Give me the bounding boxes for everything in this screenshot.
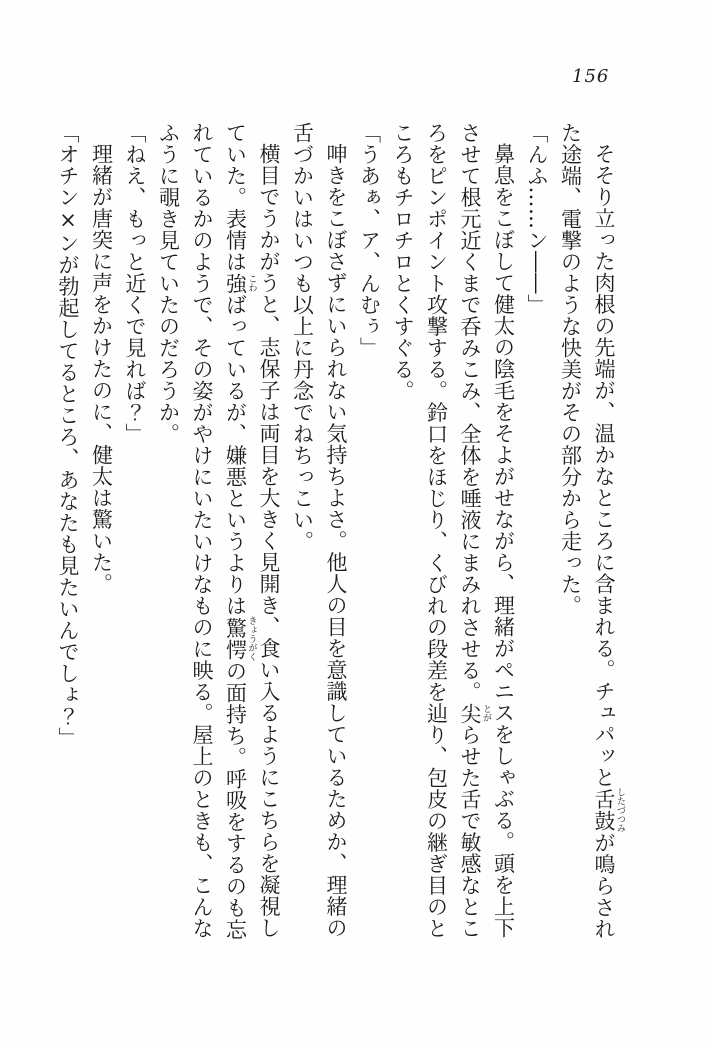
furigana-ruby: 尖 とが (458, 702, 491, 724)
page-text (45, 122, 625, 942)
paragraph: 横目でうかがうと、志保子は両目を大きく見開き、食い入るようにこちらを凝視していた。表情は強 こわばっているが、嫌悪というよりは驚愕 きょうがくの面持ち。呼吸をするのも忘れているかのようで、その姿がやけにいたいけなものに映る。屋上のときも、こんなふうに覗き見ていたのだろうか。 (156, 122, 281, 940)
paragraph: 鼻息をこぼして健太の陰毛をそよがせながら、理緒がペニスをしゃぶる。頭を上下させて根元近くまで呑みこみ、全体を唾液にまみれさせる。尖 とがらせた舌で敏感なところをピンポイント攻撃する。鈴口をほじり、くびれの段差を辿り、包皮の継ぎ目のところもチロチロとくすぐる。 (391, 122, 516, 939)
furigana-ruby: 強 こわ (223, 272, 257, 294)
paragraph: 「オチン×ンが勃起してるところ、あなたも見たいんでしょ？」 (56, 122, 80, 749)
paragraph: 理緒が唐突に声をかけたのに、健太は驚いた。 (89, 143, 114, 595)
furigana-ruby: 舌鼓 したづつみ (592, 787, 625, 833)
paragraph: 「んふ……ン――」 (525, 122, 549, 316)
page-number: 156 (572, 66, 610, 87)
paragraph: そそり立った肉根の先端が、温かなところに含まれる。チュパッと舌鼓 したづつみが鳴らされた途端、電撃のような快美がその部分から走った。 (558, 122, 625, 940)
paragraph: 呻きをこぼさずにいられない気持ちよさ。他人の目を意識しているためか、理緒の舌づかいはいつも以上に丹念でねちっこい。 (290, 122, 348, 939)
paragraph: 「うあぁ、ア、んむぅ」 (357, 122, 382, 359)
furigana-ruby: 驚愕 きょうがく (223, 616, 257, 661)
paragraph: 「ねえ、もっと近くで見れば？」 (123, 122, 147, 445)
